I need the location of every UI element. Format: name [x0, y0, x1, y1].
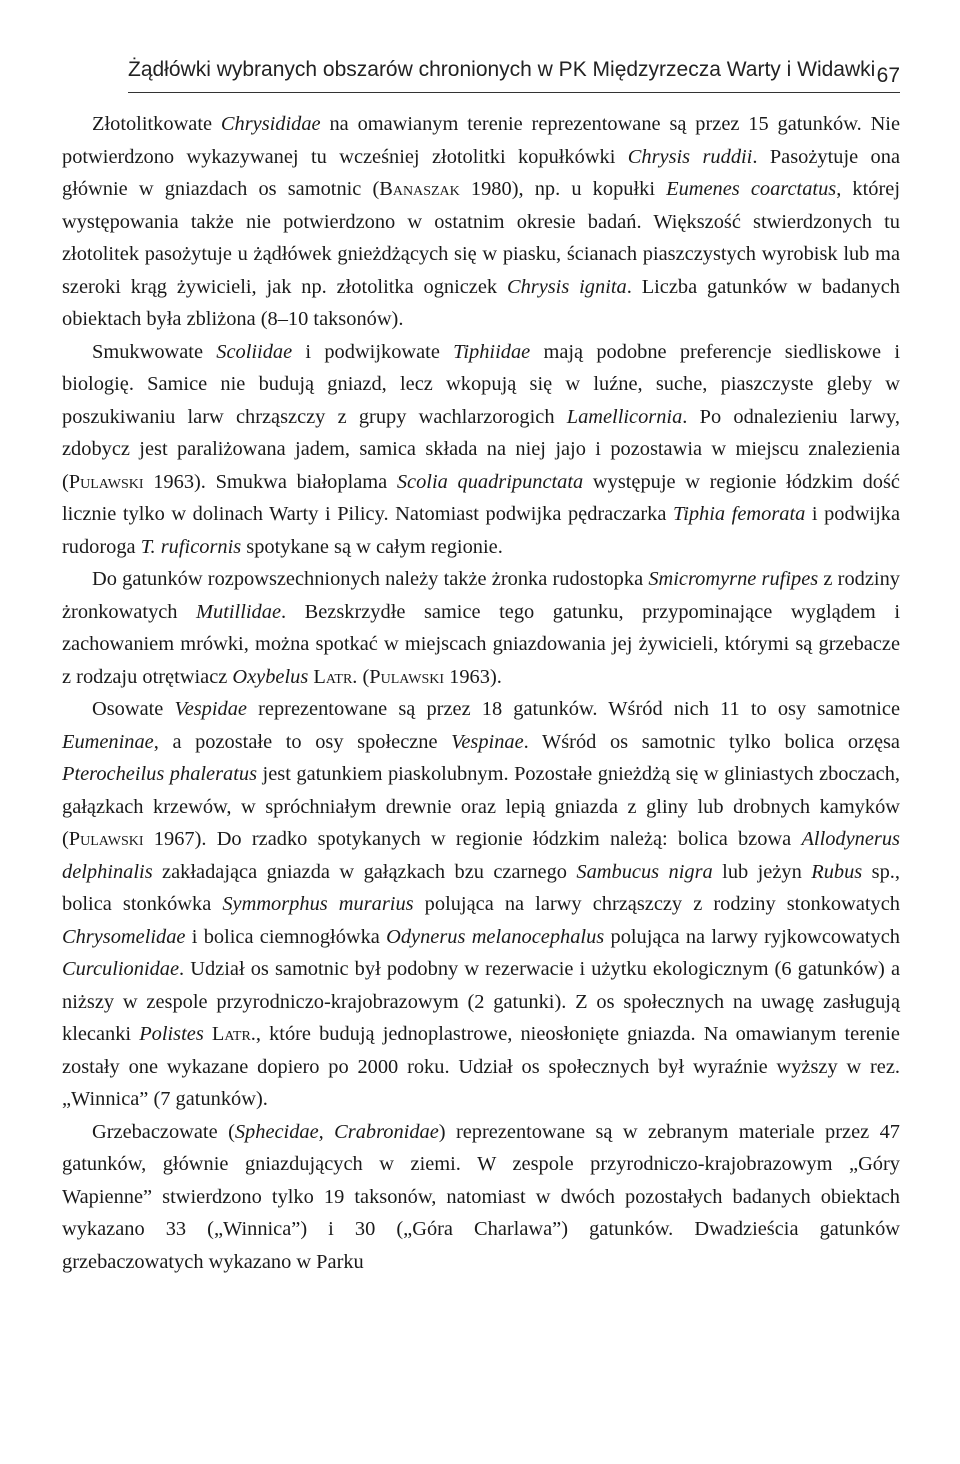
taxon-name: Odynerus melanocephalus [386, 925, 605, 948]
taxon-name: Sphecidae, Crabronidae [234, 1120, 439, 1143]
paragraph-vespidae [62, 693, 900, 1116]
taxon-name: Oxybelus [232, 665, 309, 688]
page-number: 67 [876, 64, 900, 87]
taxon-name: Scolia quadripunctata [396, 470, 584, 493]
text-run: z rodziny żronkowatych [62, 568, 900, 623]
text-run: . Po odnalezieniu larwy, zdobycz jest paraliżowana jadem, samica składa na niej jajo i pozostawia w miejscu znalezienia ( [62, 405, 900, 493]
author-citation: Latr [211, 1023, 251, 1045]
taxon-name: Mutillidae [196, 600, 281, 623]
text-run: , a pozostałe to osy społeczne [153, 730, 452, 753]
text-run: 1963). [444, 665, 502, 688]
running-header [128, 50, 900, 93]
text-run: lub jeżyn [712, 860, 812, 883]
paragraph-sphecidae-crabronidae [62, 1116, 900, 1279]
text-run: polująca na larwy ryjkowcowatych [604, 925, 900, 948]
author-citation: Pulawski [68, 828, 144, 850]
taxon-name: T. ruficornis [140, 535, 242, 558]
text-run: 1980), np. u kopułki [459, 178, 667, 200]
text-run: jest gatunkiem piaskolubnym. Pozostałe gnieżdżą się w gliniastych zboczach, gałązkach krzewów, w spróchniałym drewnie oraz lepią gniazda z gliny lub drobnych kamyków ( [62, 763, 900, 850]
text-run: i bolica ciemnogłówka [185, 925, 387, 948]
taxon-name: Chrysis ignita [506, 275, 627, 298]
text-run: , której występowania także nie potwierdzono w ostatnim okresie badań. Większość stwierdzonych tu złotolitek pasożytuje u żądłówek gnieżdżących się w piasku, ścianach piaszczystych wyrobisk lub ma szeroki krąg żywicieli, jak np. złotolitka ogniczek [62, 178, 900, 298]
taxon-name: Tiphiidae [453, 340, 531, 363]
taxon-name: Pterocheilus phaleratus [62, 763, 258, 785]
paragraph-mutillidae [62, 563, 900, 693]
text-run: . Bezskrzydłe samice tego gatunku, przypominające wyglądem i zachowaniem mrówki, można spotkać w miejscach gniazdowania jej żywicieli, którymi są grzebacze z rodzaju otrętwiacz [62, 600, 900, 688]
author-citation: Pulawski [68, 470, 144, 493]
taxon-name: Vespidae [174, 698, 247, 720]
text-run: polująca na larwy chrząszczy z rodziny stonkowatych [413, 893, 900, 915]
text-run: reprezentowane są przez 18 gatunków. Wśród nich 11 to osy samotnice [246, 698, 900, 720]
text-run: Osowate [92, 698, 175, 720]
taxon-name: Vespinae [451, 730, 524, 753]
text-run: . Wśród os samotnic tylko bolica orzęsa [523, 730, 900, 753]
taxon-name: Rubus [811, 860, 863, 883]
paragraph-scoliidae-tiphiidae [62, 336, 900, 564]
taxon-name: Symmorphus murarius [222, 893, 414, 915]
running-title: Żądłówki wybranych obszarów chronionych w PK Międzyrzecza Warty i Widawki [128, 58, 876, 81]
text-run: 1963). Smukwa białoplama [143, 470, 397, 493]
text-run: zakładająca gniazda w gałązkach bzu czarnego [152, 860, 577, 883]
taxon-name: Chrysomelidae [62, 925, 186, 948]
text-run: ., które budują jednoplastrowe, nieosłonięte gniazda. Na omawianym terenie zostały one wykazane dopiero po 2000 roku. Udział os społecznych był wyraźnie wyższy w rez. „Winnica” (7 gatunków). [62, 1023, 900, 1110]
taxon-name: Curculionidae [62, 958, 180, 980]
text-run: spotykane są w całym regionie. [241, 535, 503, 558]
taxon-name: Lamellicornia [566, 405, 683, 428]
text-run: sp., bolica stonkówka [62, 860, 900, 915]
taxon-name: Sambucus nigra [576, 860, 713, 883]
taxon-name: Chrysis ruddii [627, 145, 753, 168]
taxon-name: Tiphia femorata [672, 503, 806, 525]
text-run: i podwijka rudoroga [62, 503, 900, 558]
text-run: i podwijkowate [292, 340, 454, 363]
text-run: Smukwowate [92, 340, 217, 363]
taxon-name: Eumeninae [62, 730, 154, 753]
author-citation: Latr [313, 665, 353, 688]
paragraph-chrysididae [62, 108, 900, 336]
text-run: występuje w regionie łódzkim dość licznie tylko w dolinach Warty i Pilicy. Natomiast podwijka pędraczarka [62, 470, 900, 525]
taxon-name: Chrysididae [220, 113, 321, 135]
text-run: 1967). Do rzadko spotykanych w regionie łódzkim należą: bolica bzowa [143, 828, 802, 850]
text-run: na omawianym terenie reprezentowane są przez 15 gatunków. Nie potwierdzono wykazywanej tu wcześniej złotolitki kopułkówki [62, 113, 901, 168]
text-run: . ( [352, 665, 370, 688]
body-text [62, 108, 900, 1278]
text-run: . Pasożytuje ona głównie w gniazdach os samotnic ( [62, 145, 900, 200]
text-run: mają podobne preferencje siedliskowe i biologię. Samice nie budują gniazd, lecz wkopują się w luźne, suche, piaszczyste gleby w poszukiwaniu larw chrząszczy z grupy wachlarzorogich [62, 340, 900, 428]
taxon-name: Smicromyrne rufipes [648, 568, 819, 590]
text-run: . Udział os samotnic był podobny w rezerwacie i użytku ekologicznym (6 gatunków) a niższy w zespole przyrodniczo-krajobrazowym (2 gatunki). Z os społecznych na uwagę zasługują klecanki [62, 958, 900, 1045]
taxon-name: Eumenes coarctatus [666, 178, 837, 200]
taxon-name: Scoliidae [216, 340, 293, 363]
taxon-name: Polistes [139, 1023, 204, 1045]
text-run: ) reprezentowane są w zebranym materiale przez 47 gatunków, głównie gniazdujących w ziemi. W zespole przyrodniczo-krajobrazowym „Góry Wapienne” stwierdzono tylko 19 taksonów, natomiast w dwóch pozostałych badanych obiektach wykazano 33 („Winnica”) i 30 („Góra Charlawa”) gatunków. Dwadzieścia gatunków grzebaczowatych wykazano w Parku [62, 1120, 900, 1273]
text-run: Złotolitkowate [92, 113, 221, 135]
text-run: Grzebaczowate ( [92, 1120, 235, 1143]
author-citation: Pulawski [369, 665, 445, 688]
text-run: . Liczba gatunków w badanych obiektach była zbliżona (8–10 taksonów). [62, 275, 901, 330]
text-run: Do gatunków rozpowszechnionych należy także żronka rudostopka [92, 568, 649, 590]
author-citation: Banaszak [379, 178, 460, 200]
taxon-name: Allodynerus delphinalis [62, 828, 900, 883]
text-run [204, 1023, 212, 1045]
